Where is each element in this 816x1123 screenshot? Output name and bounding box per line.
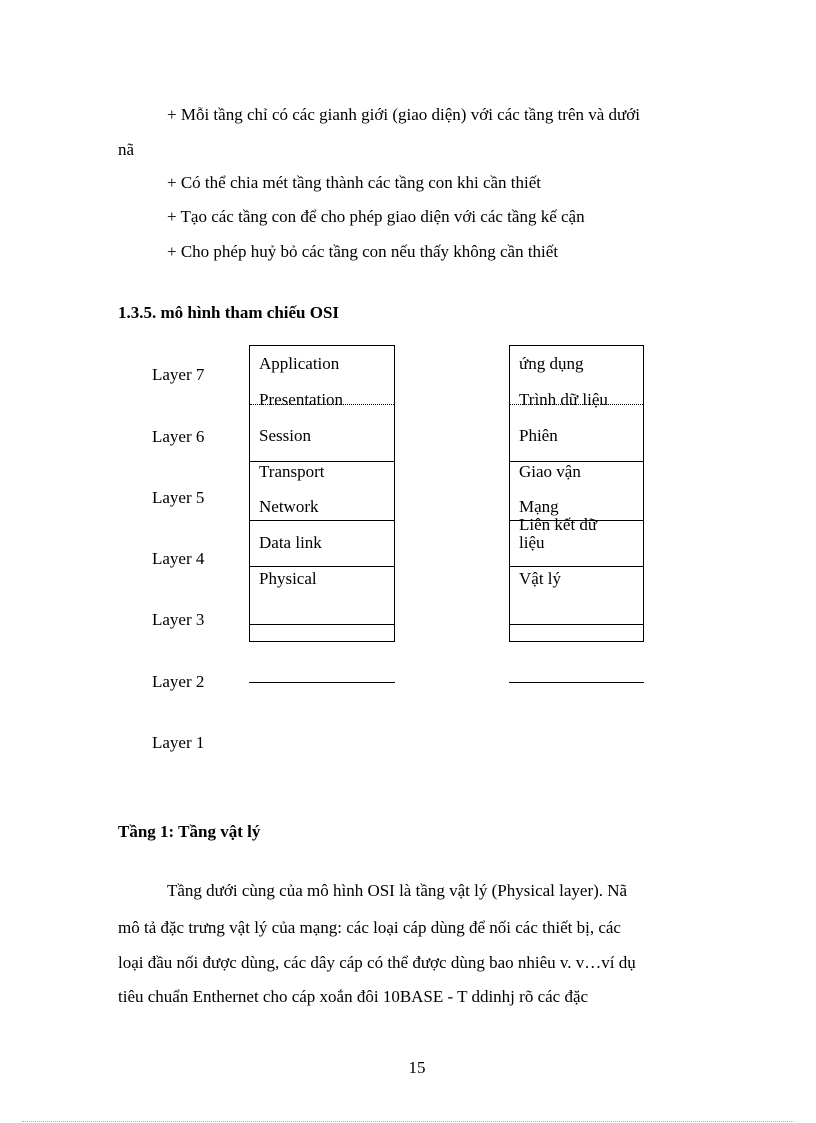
divider (510, 566, 643, 567)
bullet-item: + Tạo các tầng con để cho phép giao diện với các tầng kế cận (167, 207, 585, 226)
paragraph-line: Tầng dưới cùng của mô hình OSI là tầng vật lý (Physical layer). Nã (167, 881, 628, 900)
osi-layer-physical: Physical (259, 569, 317, 588)
page-number: 15 (408, 1058, 426, 1077)
divider (510, 404, 643, 405)
divider (250, 520, 394, 521)
osi-layer-network: Network (259, 497, 319, 516)
layer-label: Layer 5 (152, 488, 205, 507)
osi-layer-ung-dung: ứng dụng (519, 354, 584, 373)
divider (249, 682, 395, 683)
osi-layer-vat-ly: Vật lý (519, 569, 562, 588)
osi-english-stack (249, 345, 395, 642)
page-bottom-edge (22, 1121, 794, 1122)
section-heading: 1.3.5. mô hình tham chiếu OSI (118, 303, 340, 322)
osi-layer-mang: Mạng (519, 497, 559, 516)
osi-layer-phien: Phiên (519, 426, 558, 445)
osi-layer-session: Session (259, 426, 311, 445)
bullet-item: + Mỗi tầng chỉ có các gianh giới (giao diện) với các tầng trên và dưới (167, 105, 640, 124)
osi-layer-giao-van: Giao vận (519, 462, 581, 481)
divider (250, 404, 394, 405)
osi-layer-lien-ket-du-lieu-cont: liệu (519, 533, 545, 552)
divider (250, 566, 394, 567)
osi-layer-transport: Transport (259, 462, 325, 481)
osi-layer-lien-ket-du-lieu: Liên kết dữ (519, 515, 598, 534)
layer-label: Layer 3 (152, 610, 205, 629)
subheading: Tầng 1: Tầng vật lý (118, 822, 261, 841)
layer-label: Layer 7 (152, 365, 205, 384)
paragraph-line: mô tả đặc trưng vật lý của mạng: các loại cáp dùng để nối các thiết bị, các (118, 918, 621, 937)
osi-layer-data-link: Data link (259, 533, 322, 552)
layer-label: Layer 6 (152, 427, 205, 446)
paragraph-line: loại đầu nối được dùng, các dây cáp có thể được dùng bao nhiêu v. v…ví dụ (118, 953, 636, 972)
layer-label: Layer 2 (152, 672, 205, 691)
osi-layer-presentation: Presentation (259, 390, 344, 409)
bullet-item: + Cho phép huỷ bỏ các tầng con nếu thấy không cần thiết (167, 242, 559, 261)
divider (509, 682, 644, 683)
bullet-continuation: nã (118, 140, 135, 159)
osi-layer-application: Application (259, 354, 340, 373)
osi-layer-trinh-du-lieu: Trình dữ liệu (519, 390, 608, 409)
divider (510, 624, 643, 625)
paragraph-line: tiêu chuẩn Enthernet cho cáp xoắn đôi 10BASE - T ddinhj rõ các đặc (118, 987, 589, 1006)
osi-vietnamese-stack (509, 345, 644, 642)
layer-label: Layer 1 (152, 733, 205, 752)
layer-label: Layer 4 (152, 549, 205, 568)
divider (250, 624, 394, 625)
bullet-item: + Có thể chia mét tầng thành các tầng con khi cần thiết (167, 173, 542, 192)
